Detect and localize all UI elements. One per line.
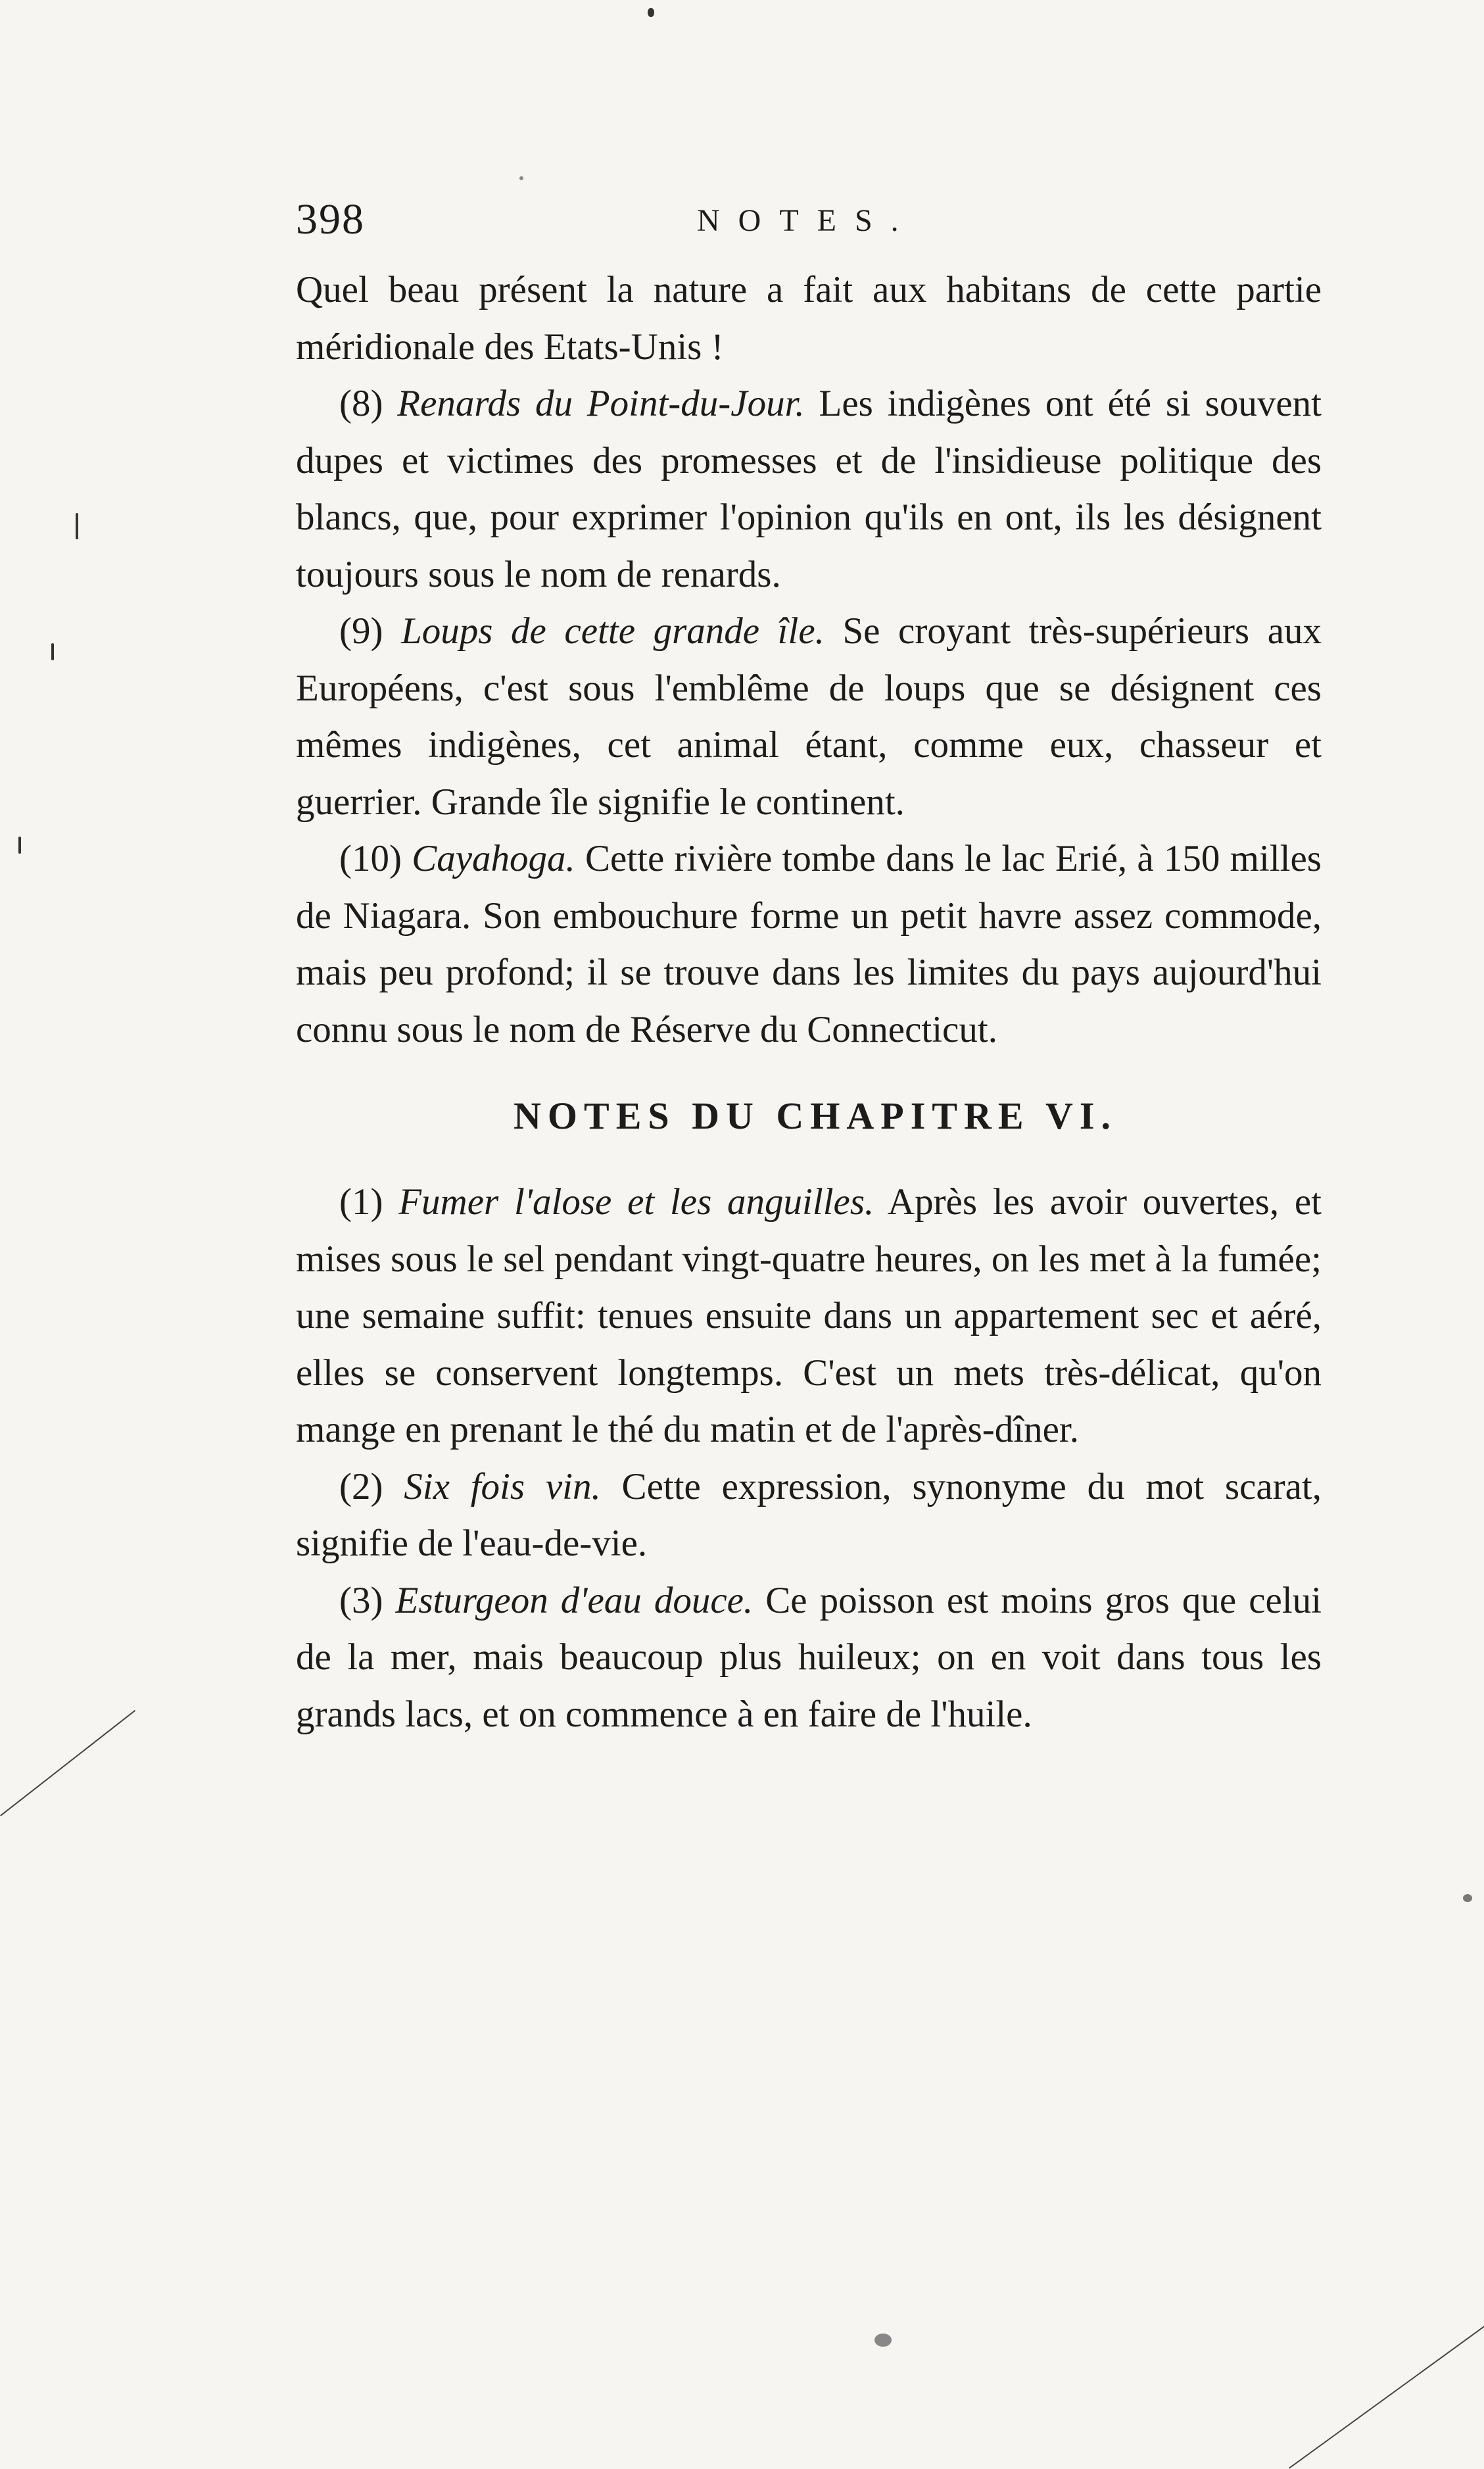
note-1 [296,1174,1322,1459]
page-header [296,195,1312,254]
note-number: (8) [339,383,383,424]
note-title: Cayahoga. [412,838,575,879]
note-text: Ce poisson est moins gros que celui de la mer, mais beaucoup plus huileux; on en voit dans tous les grands lacs, et on commence à en faire de l'huile. [296,1579,1322,1735]
note-title: Renards du Point-du-Jour. [397,383,805,424]
section-heading: NOTES DU CHAPITRE VI. [514,1094,1117,1137]
note-10 [296,831,1322,1058]
ink-speck [76,513,78,539]
ink-speck [18,837,21,854]
note-text: Se croyant très-supérieurs aux Européens, c'est sous l'emblême de loups que se désignent ces mêmes indigènes, cet animal étant, comme eux, chasseur et guerrier. Grande île signifie le continent. [296,610,1322,823]
ink-speck [874,2334,892,2347]
note-3 [296,1573,1322,1744]
note-number: (1) [339,1181,383,1223]
note-title: Loups de cette grande île. [401,610,825,652]
page-number: 398 [296,195,365,243]
note-8 [296,376,1322,603]
note-text: Après les avoir ouvertes, et mises sous le sel pendant vingt-quatre heures, on les met à la fumée; une semaine suffit: tenues ensuite dans un appartement sec et aéré, elles se conservent longtemps. C'est un mets très-délicat, qu'on mange en prenant le thé du matin et de l'après-dîner. [296,1181,1322,1450]
running-head: NOTES. [697,203,917,238]
note-text: Cette expression, synonyme du mot scarat, signifie de l'eau-de-vie. [296,1465,1322,1564]
note-text: Cette rivière tombe dans le lac Erié, à 150 milles de Niagara. Son embouchure forme un petit havre assez commode, mais peu profond; il se trouve dans les limites du pays aujourd'hui connu sous le nom de Réserve du Connecticut. [296,838,1322,1050]
note-number: (3) [339,1579,383,1621]
margin-stroke [0,1710,135,1817]
note-text: Les indigènes ont été si souvent dupes et victimes des promesses et de l'insidieuse politique des blancs, que, pour exprimer l'opinion qu'ils en ont, ils les désignent toujours sous le nom de renards. [296,383,1322,595]
note-title: Fumer l'alose et les anguilles. [398,1181,874,1223]
ink-speck [648,8,654,17]
note-number: (10) [339,838,402,879]
note-title: Esturgeon d'eau douce. [395,1579,754,1621]
note-9 [296,603,1322,831]
ink-speck [1463,1894,1472,1902]
text-body [296,262,1322,1743]
margin-stroke [1289,2321,1484,2469]
note-number: (9) [339,610,383,652]
continuation-paragraph: Quel beau présent la nature a fait aux habitans de cette partie méridionale des Etats-Unis ! [296,269,1322,368]
note-number: (2) [339,1465,383,1507]
note-2 [296,1459,1322,1573]
ink-speck [51,643,54,660]
note-title: Six fois vin. [404,1465,601,1507]
ink-speck [519,176,523,180]
